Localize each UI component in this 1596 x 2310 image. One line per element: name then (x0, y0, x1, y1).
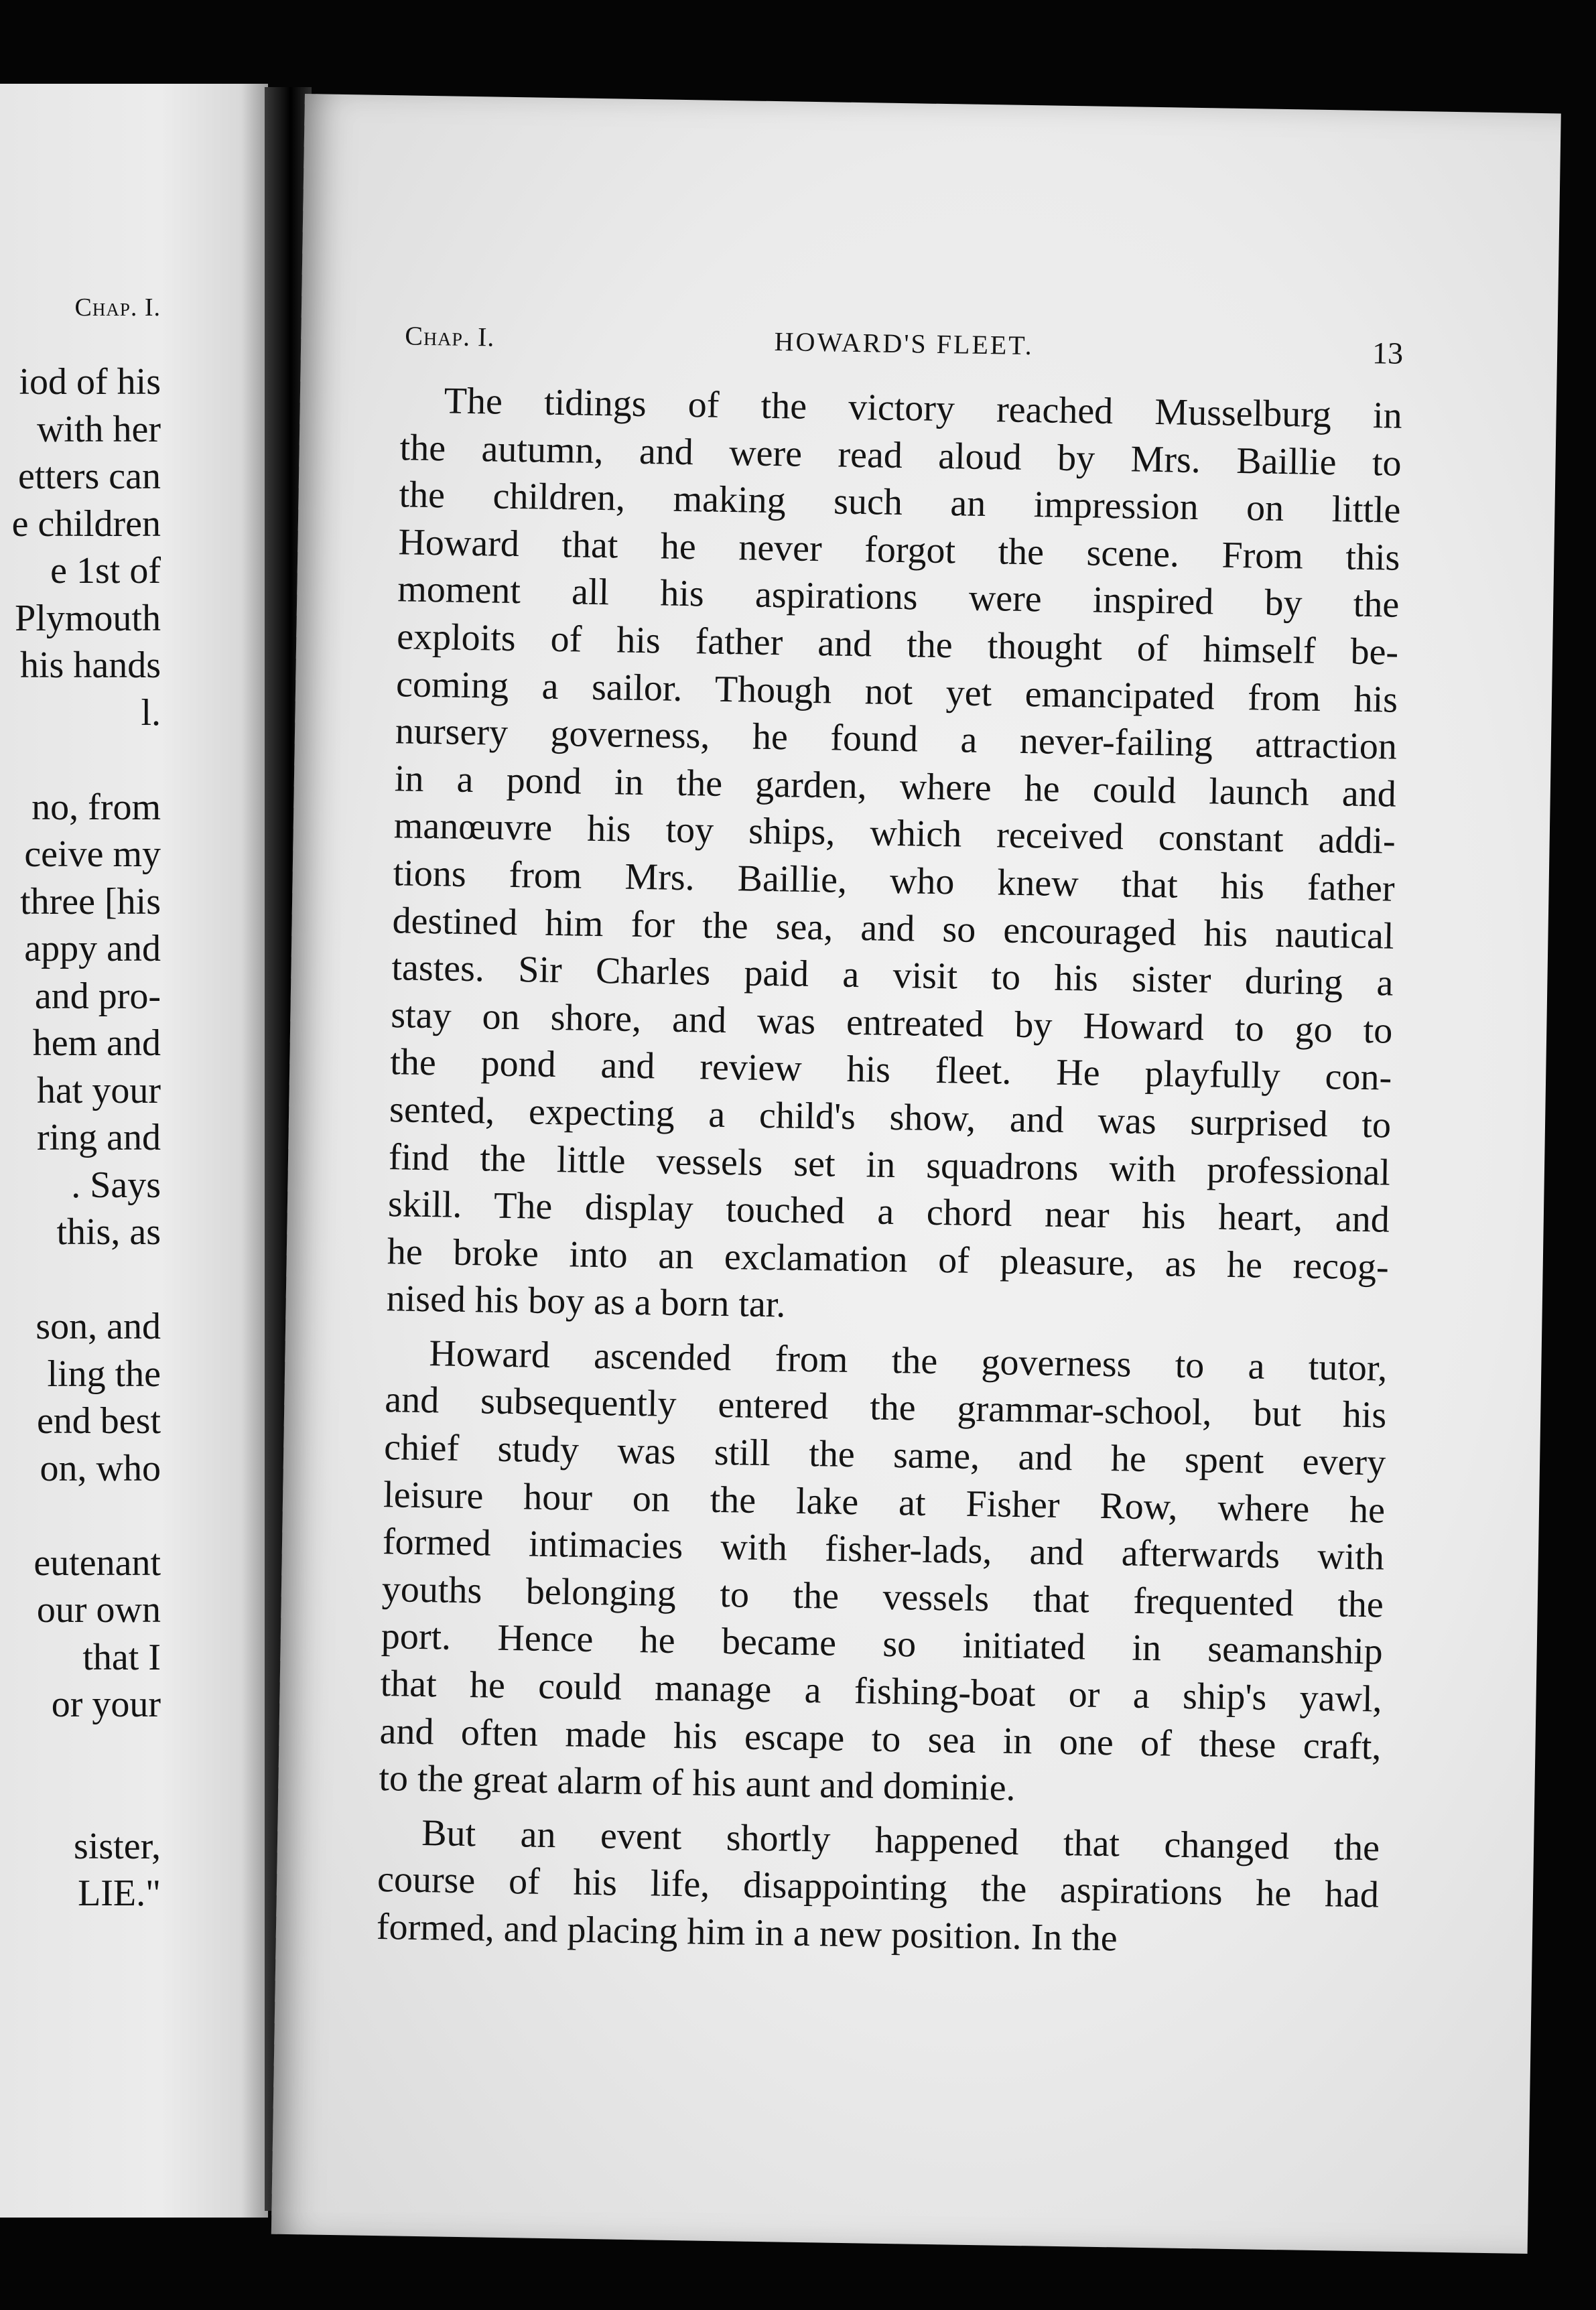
body-text (376, 377, 1402, 1966)
text-line: the children, making such an impression on little (399, 474, 1401, 531)
left-page-line: Plymouth (15, 597, 161, 639)
text-line: manœuvre his toy ships, which received constant addi- (393, 805, 1396, 863)
left-page-line: etters can (18, 456, 161, 497)
left-page-line: three [his (20, 880, 161, 923)
text-line: in a pond in the garden, where he could launch and (394, 757, 1397, 815)
left-page-line: or your (51, 1684, 161, 1725)
text-line: But an event shortly happened that changed the (421, 1812, 1380, 1869)
left-page-line: and pro- (34, 975, 161, 1017)
left-page-line: no, from (31, 786, 161, 828)
running-title: HOWARD'S FLEET. (774, 326, 1035, 361)
left-page-line (0, 736, 161, 784)
text-line: exploits of his father and the thought of himself be- (396, 616, 1399, 673)
left-page-line: that I (82, 1636, 161, 1678)
text-line: youths belonging to the vessels that frequented the (381, 1568, 1384, 1626)
text-line: and often made his escape to sea in one of these craft, (379, 1710, 1382, 1768)
text-line: the pond and review his fleet. He playfully con- (389, 1041, 1392, 1099)
left-page-line: ling the (47, 1353, 161, 1395)
paragraph (386, 377, 1402, 1338)
text-line: and subsequently entered the grammar-school, but his (384, 1379, 1387, 1437)
left-page-line: son, and (36, 1306, 161, 1347)
paragraph (379, 1329, 1388, 1818)
left-page-line: hat your (36, 1069, 161, 1111)
left-page-line: end best (36, 1400, 161, 1442)
text-line: Howard ascended from the governess to a tutor, (429, 1333, 1388, 1389)
left-page-line: . Says (71, 1164, 161, 1206)
text-line: formed intimacies with fisher-lads, and afterwards with (382, 1521, 1385, 1578)
left-page-line (0, 1728, 161, 1776)
text-line: chief study was still the same, and he spent every (383, 1426, 1386, 1484)
chapter-label: Chap. I. (404, 320, 495, 352)
text-line: the autumn, and were read aloud by Mrs. Baillie to (399, 426, 1402, 484)
text-line: Howard that he never forgot the scene. From this (398, 521, 1400, 579)
left-page-line: our own (36, 1589, 161, 1631)
left-page-line: his hands (20, 644, 161, 686)
text-line: to the great alarm of his aunt and dominie. (379, 1757, 1016, 1810)
text-line: port. Hence he became so initiated in seamanship (381, 1615, 1384, 1673)
left-page-line: iod of his (19, 361, 161, 403)
text-line: find the little vessels set in squadrons with professional (388, 1136, 1391, 1194)
paragraph (376, 1809, 1380, 1966)
text-line: coming a sailor. Though not yet emancipated from his (395, 663, 1398, 721)
left-page-line: sister, (74, 1825, 161, 1867)
left-page-line: e 1st of (50, 550, 161, 592)
text-line: he broke into an exclamation of pleasure, as he recog- (387, 1230, 1390, 1288)
left-page-line: ceive my (24, 833, 161, 875)
left-page-line: hem and (32, 1022, 161, 1064)
text-line: tions from Mrs. Baillie, who knew that his father (393, 852, 1396, 910)
text-line: destined him for the sea, and so encouraged his nautical (392, 899, 1394, 957)
left-page-line: with her (36, 408, 161, 450)
left-page-line: appy and (24, 928, 161, 969)
left-page-line (0, 1492, 161, 1540)
left-page-line: LIE." (78, 1873, 161, 1914)
left-page-line: l. (141, 691, 161, 734)
page-number: 13 (1372, 336, 1404, 370)
left-page-line: on, who (40, 1447, 161, 1489)
text-line: tastes. Sir Charles paid a visit to his sister during a (391, 947, 1394, 1004)
text-line: course of his life, disappointing the aspirations he had (377, 1858, 1380, 1916)
text-line: moment all his aspirations were inspired by the (397, 568, 1400, 626)
text-line: The tidings of the victory reached Musselburg in (444, 380, 1403, 437)
left-page-line: e children (11, 502, 161, 545)
text-line: nised his boy as a born tar. (386, 1278, 786, 1326)
text-line: sented, expecting a child's show, and was surprised to (389, 1089, 1392, 1146)
text-line: stay on shore, and was entreated by Howard to go to (390, 994, 1393, 1052)
left-page-line (0, 1256, 161, 1304)
text-line: skill. The display touched a chord near his heart, and (387, 1183, 1390, 1241)
right-page (271, 94, 1561, 2254)
text-line: that he could manage a fishing-boat or a ship's yawl, (380, 1663, 1383, 1720)
text-line: formed, and placing him in a new position. In the (376, 1906, 1118, 1960)
left-page (0, 84, 268, 2218)
left-page-line: ring and (36, 1117, 161, 1158)
left-page-line: eutenant (34, 1542, 161, 1584)
left-page-line (0, 1775, 161, 1823)
text-line: nursery governess, he found a never-failing attraction (395, 710, 1398, 768)
left-page-line: this, as (56, 1211, 161, 1253)
left-page-running-head: Chap. I. (74, 293, 161, 322)
left-page-text (0, 358, 161, 1917)
running-head (405, 320, 1404, 375)
text-line: leisure hour on the lake at Fisher Row, where he (383, 1473, 1386, 1532)
